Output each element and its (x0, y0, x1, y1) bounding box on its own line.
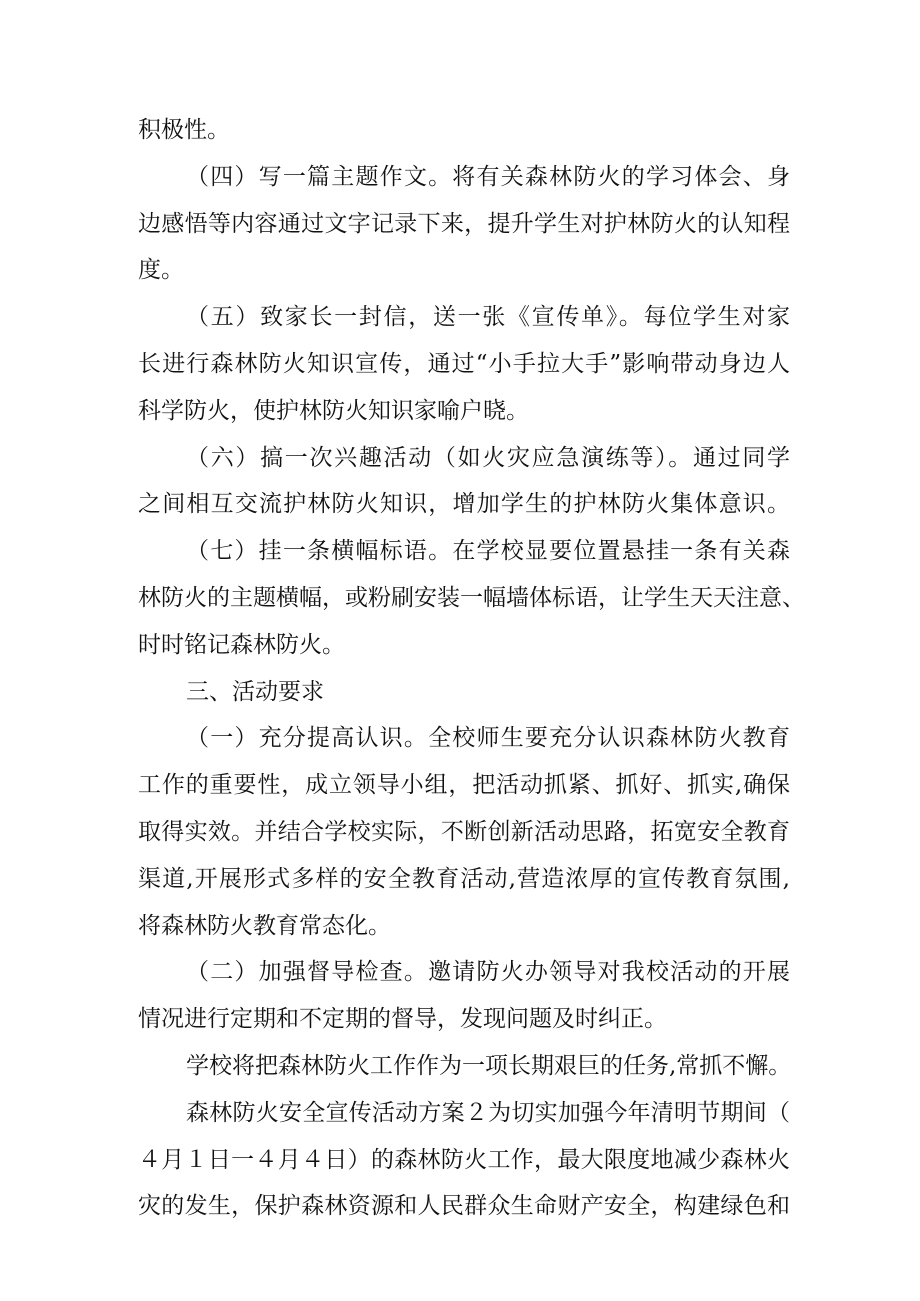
text-line: （二）加强督导检查。邀请防火办领导对我校活动的开展 (186, 959, 790, 986)
text-line: 工作的重要性，成立领导小组，把活动抓紧、抓好、抓实,确保 (138, 772, 790, 799)
text-line: 渠道,开展形式多样的安全教育活动,营造浓厚的宣传教育氛围, (138, 865, 790, 892)
text-line: 之间相互交流护林防火知识，增加学生的护林防火集体意识。 (138, 491, 790, 518)
text-line: 灾的发生，保护森林资源和人民群众生命财产安全，构建绿色和 (138, 1193, 790, 1220)
text-line: 度。 (138, 257, 184, 284)
section-heading: 三、活动要求 (186, 678, 324, 705)
text-line: 科学防火，使护林防火知识家喻户晓。 (138, 397, 529, 424)
text-line: 取得实效。并结合学校实际，不断创新活动思路，拓宽安全教育 (138, 818, 790, 845)
text-line: ４月１日一４月４日）的森林防火工作，最大限度地减少森林火 (138, 1146, 790, 1173)
text-line: 边感悟等内容通过文字记录下来，提升学生对护林防火的认知程 (138, 210, 790, 237)
text-line: 积极性。 (138, 117, 230, 143)
text-line: （五）致家长一封信，送一张《宣传单》。每位学生对家 (186, 304, 790, 331)
text-line: 森林防火安全宣传活动方案２为切实加强今年清明节期间（ (186, 1099, 790, 1126)
text-line: （七）挂一条横幅标语。在学校显要位置悬挂一条有关森 (186, 538, 790, 565)
text-line: （一）充分提高认识。全校师生要充分认识森林防火教育 (186, 725, 790, 752)
text-line: （四）写一篇主题作文。将有关森林防火的学习体会、身 (186, 163, 790, 190)
text-line: 情况进行定期和不定期的督导，发现问题及时纠正。 (138, 1006, 667, 1033)
text-line: 林防火的主题横幅，或粉刷安装一幅墙体标语，让学生天天注意、 (138, 584, 805, 611)
text-line: 将森林防火教育常态化。 (138, 912, 391, 939)
text-line: 学校将把森林防火工作作为一项长期艰巨的任务,常抓不懈。 (186, 1052, 792, 1079)
text-line: （六）搞一次兴趣活动（如火灾应急演练等）。通过同学 (186, 444, 790, 471)
document-body (138, 107, 805, 1230)
text-line: 时时铭记森林防火。 (138, 631, 345, 658)
text-line: 长进行森林防火知识宣传，通过“小手拉大手”影响带动身边人 (138, 350, 790, 377)
